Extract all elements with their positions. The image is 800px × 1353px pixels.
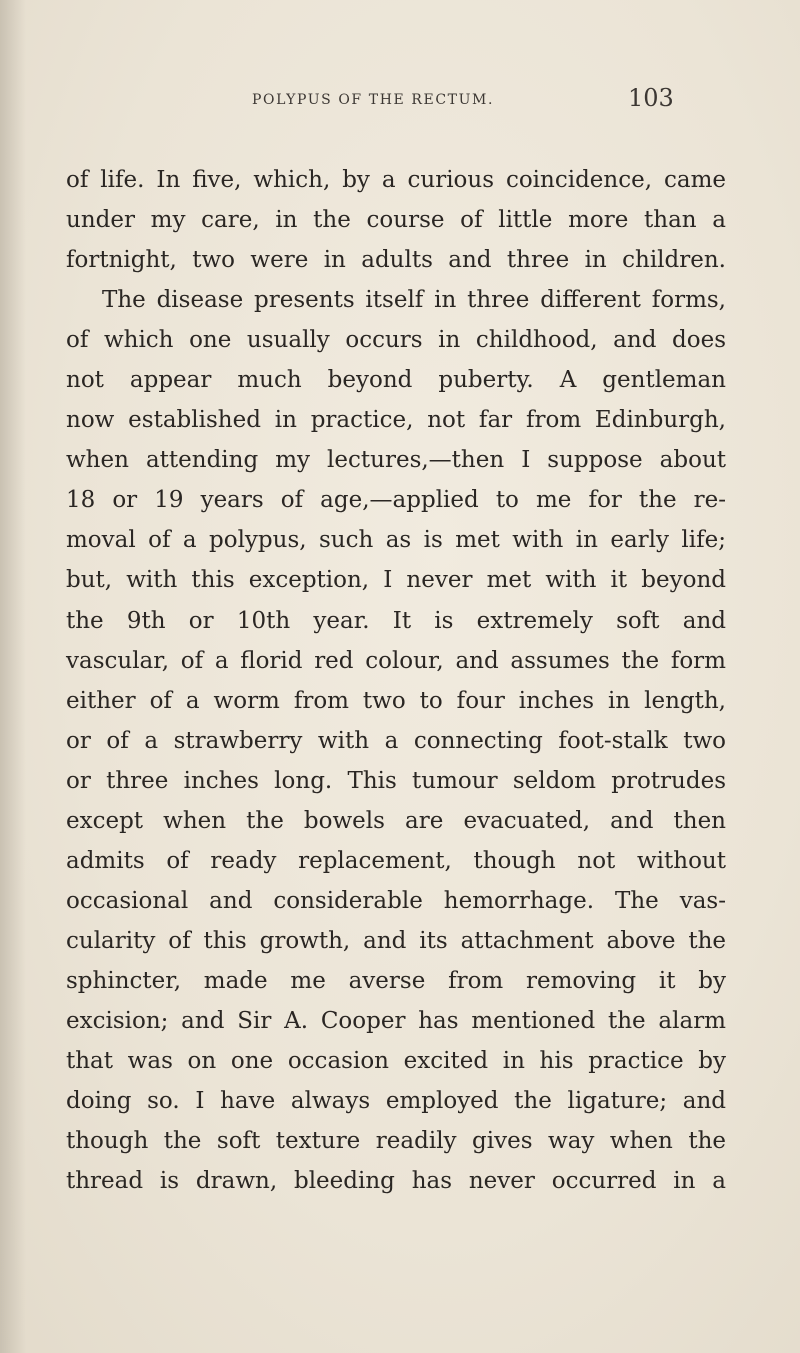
text-line: either of a worm from two to four inches in length, [66,687,726,714]
text-line: now established in practice, not far from Edinburgh, [66,407,726,434]
text-line: of which one usually occurs in childhood, and does [66,327,726,354]
text-line: moval of a polypus, such as is met with in early life; [66,527,726,554]
text-line: but, with this exception, I never met with it beyond [66,567,726,594]
page-number: 103 [628,84,674,112]
text-line: sphincter, made me averse from removing it by [66,967,726,994]
binding-shadow [0,0,26,1353]
text-line: or three inches long. This tumour seldom protrudes [66,767,726,794]
text-line: when attending my lectures,—then I suppose about [66,447,726,474]
text-line: the 9th or 10th year. It is extremely soft and [66,607,726,634]
page-header [0,86,800,126]
text-line: cularity of this growth, and its attachment above the [66,927,726,954]
text-line: that was on one occasion excited in his practice by [66,1048,726,1075]
text-line: not appear much beyond puberty. A gentleman [66,367,726,394]
text-line: vascular, of a florid red colour, and assumes the form [66,647,726,674]
text-line: though the soft texture readily gives way when the [66,1128,726,1155]
text-line: except when the bowels are evacuated, and then [66,807,726,834]
running-title: POLYPUS OF THE RECTUM. [252,92,495,108]
text-line: doing so. I have always employed the ligature; and [66,1088,726,1115]
text-line: of life. In five, which, by a curious coincidence, came [66,167,726,193]
text-line: fortnight, two were in adults and three in children. [66,247,726,274]
text-line: 18 or 19 years of age,—applied to me for the re- [66,487,726,514]
text-line: The disease presents itself in three different forms, [102,287,726,314]
text-line: admits of ready replacement, though not without [66,847,726,874]
text-line: occasional and considerable hemorrhage. The vas- [66,887,726,914]
text-line: or of a strawberry with a connecting foot-stalk two [66,727,726,754]
text-line: under my care, in the course of little more than a [66,207,726,234]
text-line: thread is drawn, bleeding has never occurred in a [66,1168,726,1195]
text-line: excision; and Sir A. Cooper has mentioned the alarm [66,1007,726,1034]
body-text [66,160,726,1201]
